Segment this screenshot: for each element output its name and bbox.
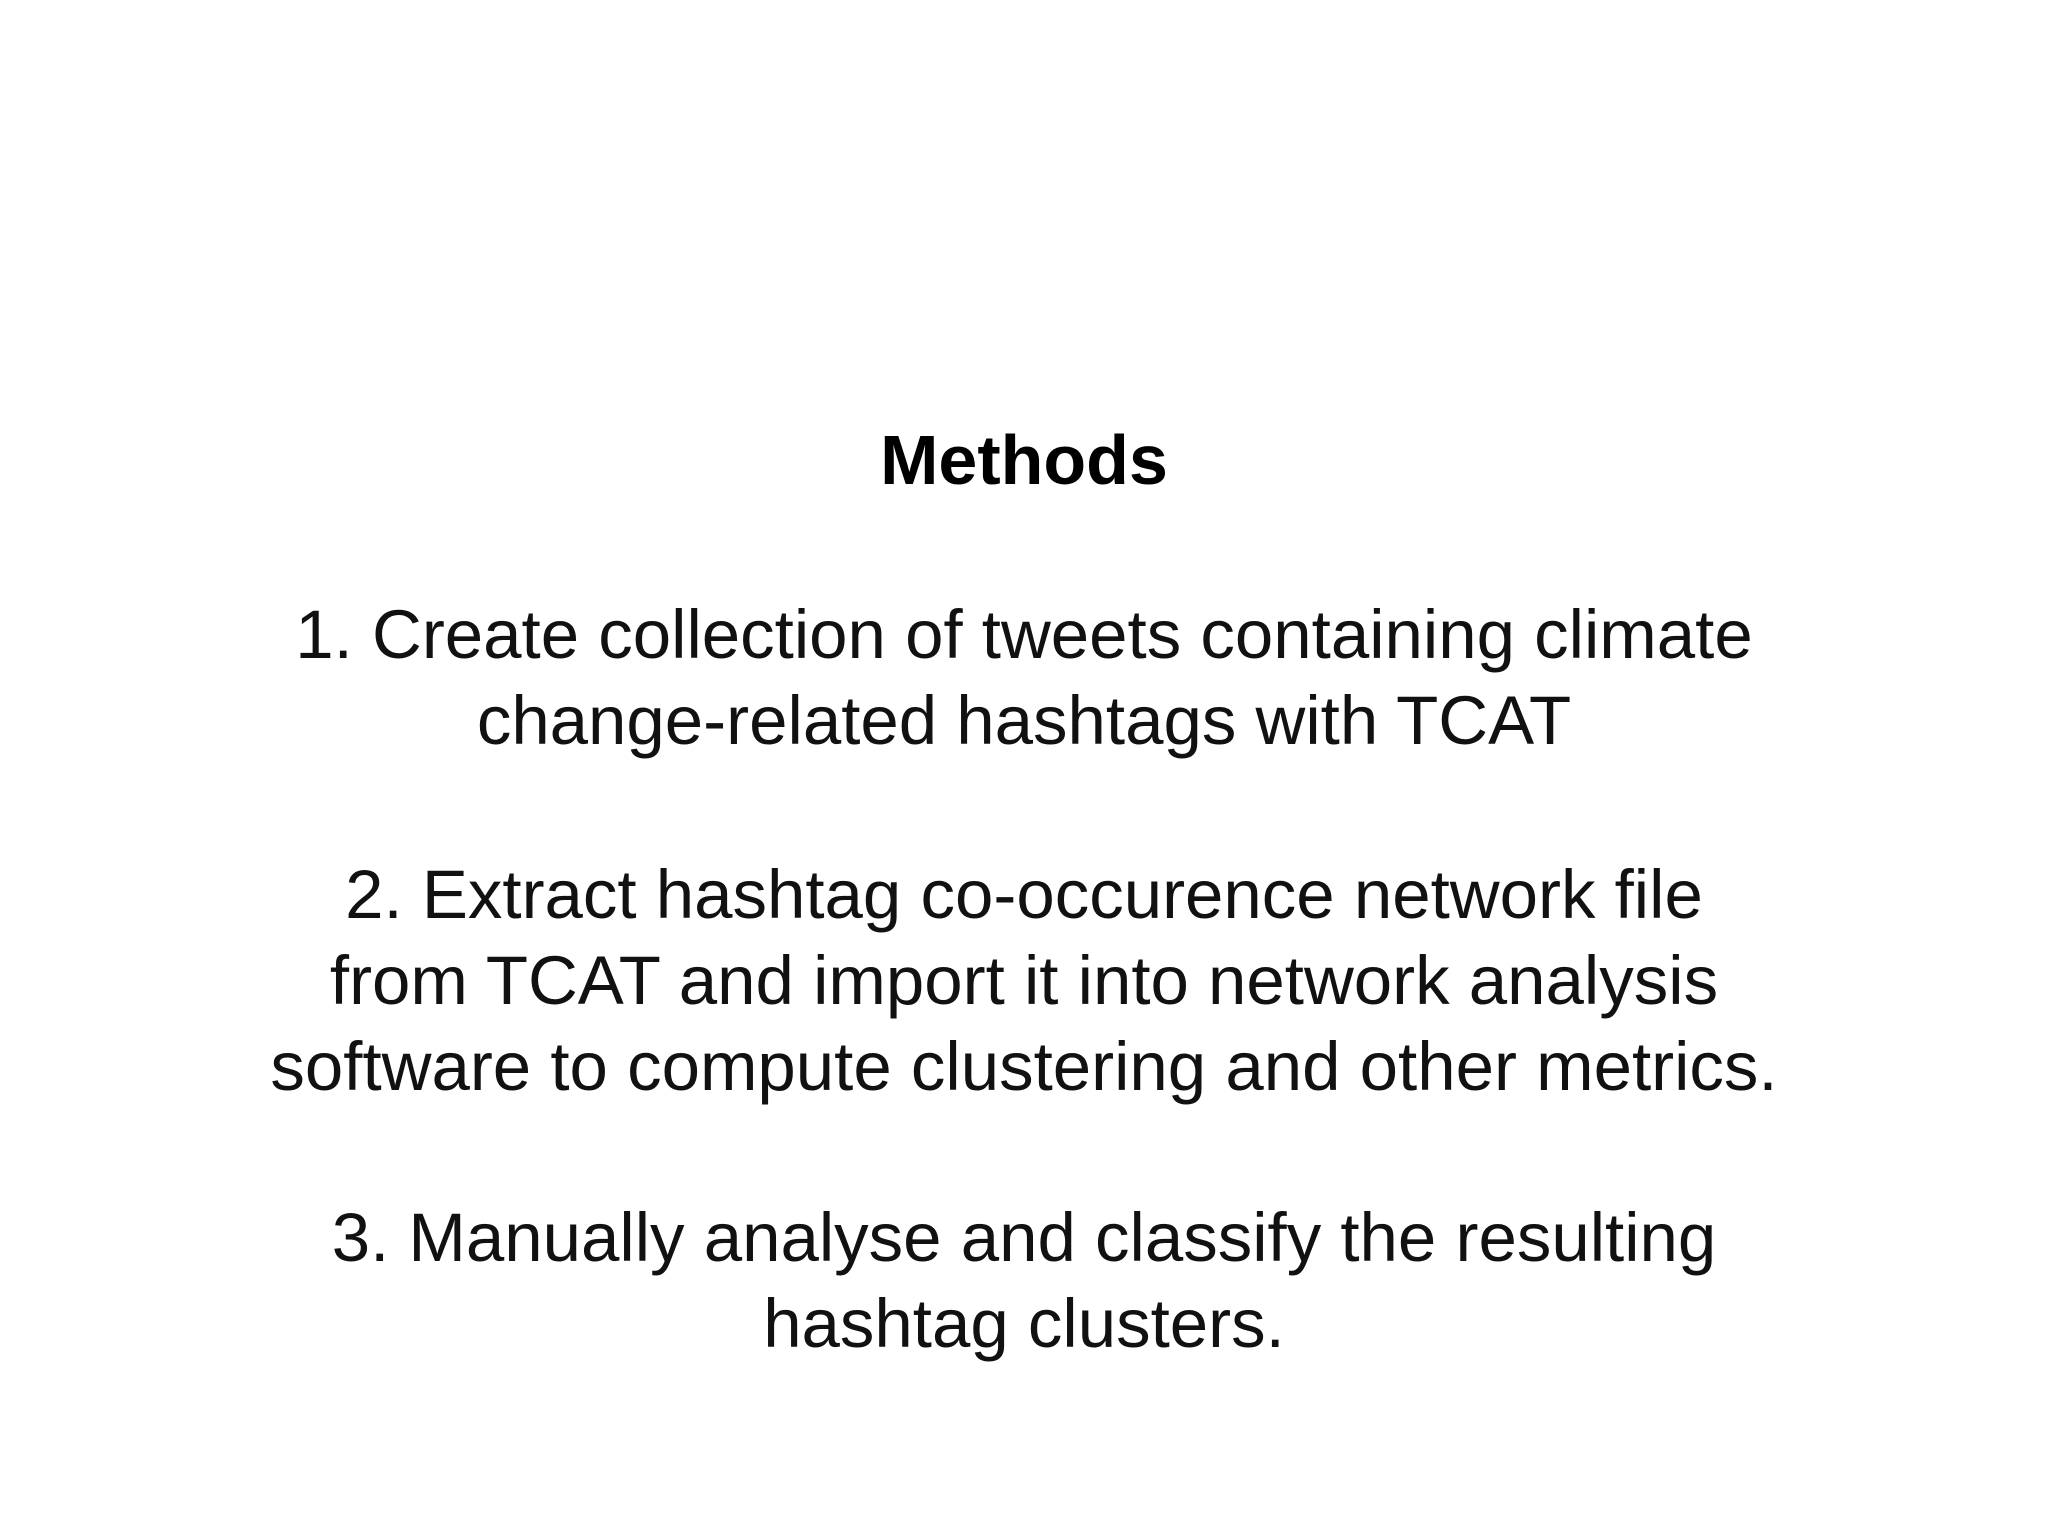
step-1-line-2: change-related hashtags with TCAT [476, 682, 1572, 759]
step-2-line-3: software to compute clustering and other metrics. [270, 1028, 1778, 1105]
method-step-2 [0, 852, 2048, 1110]
slide-title: Methods [880, 421, 1168, 499]
step-3-line-2: hashtag clusters. [763, 1285, 1285, 1362]
step-1-line-1: 1. Create collection of tweets containing climate [295, 596, 1753, 673]
step-2-line-1: 2. Extract hashtag co-occurence network file [345, 856, 1703, 933]
method-step-1 [0, 592, 2048, 764]
step-2-line-2: from TCAT and import it into network analysis [329, 942, 1719, 1019]
step-3-line-1: 3. Manually analyse and classify the resulting [331, 1199, 1717, 1276]
method-step-3 [0, 1195, 2048, 1367]
